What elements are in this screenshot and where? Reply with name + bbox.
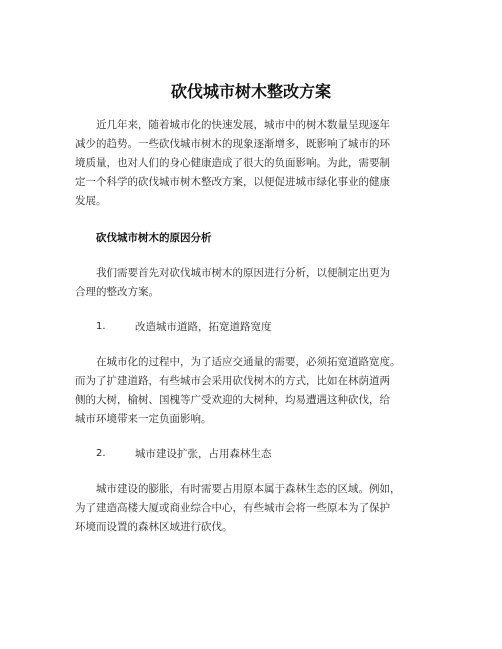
item1-line-3: 侧的大树，榆树、国槐等广受欢迎的大树种，均易遭遇这种砍伐，给 [75,394,390,406]
item2-number: 2. [96,448,106,459]
intro-line-3: 境质量，也对人们的身心健康造成了很大的负面影响。为此，需要制 [75,157,390,169]
intro-line-1: 近几年来，随着城市化的快速发展，城市中的树木数量呈现逐年 [96,119,390,131]
section1-line-2: 合理的整改方案。 [75,286,159,298]
item1-title: 改造城市道路，拓宽道路宽度 [135,321,272,333]
section1-line-1: 我们需要首先对砍伐城市树木的原因进行分析，以便制定出更为 [96,267,390,279]
item1-line-2: 而为了扩建道路，有些城市会采用砍伐树木的方式，比如在林荫道两 [75,375,390,387]
item2-title: 城市建设扩张，占用森林生态 [135,448,272,460]
item1-line-4: 城市环境带来一定负面影响。 [75,413,212,425]
item2-line-2: 为了建造高楼大厦或商业综合中心，有些城市会将一些原本为了保护 [75,502,390,514]
intro-line-2: 减少的趋势。一些砍伐城市树木的现象逐渐增多，既影响了城市的环 [75,138,390,150]
intro-line-4: 定一个科学的砍伐城市树木整改方案，以便促进城市绿化事业的健康 [75,176,390,188]
intro-line-5: 发展。 [75,195,107,207]
document-title: 砍伐城市树木整改方案 [170,82,331,101]
item2-line-1: 城市建设的膨胀，有时需要占用原本属于森林生态的区域。例如， [96,483,401,495]
item1-number: 1. [96,321,106,332]
item2-line-3: 环境而设置的森林区域进行砍伐。 [75,521,233,533]
section-heading-causes: 砍伐城市树木的原因分析 [96,232,212,244]
item1-line-1: 在城市化的过程中，为了适应交通量的需要，必须拓宽道路宽度。 [96,356,401,368]
